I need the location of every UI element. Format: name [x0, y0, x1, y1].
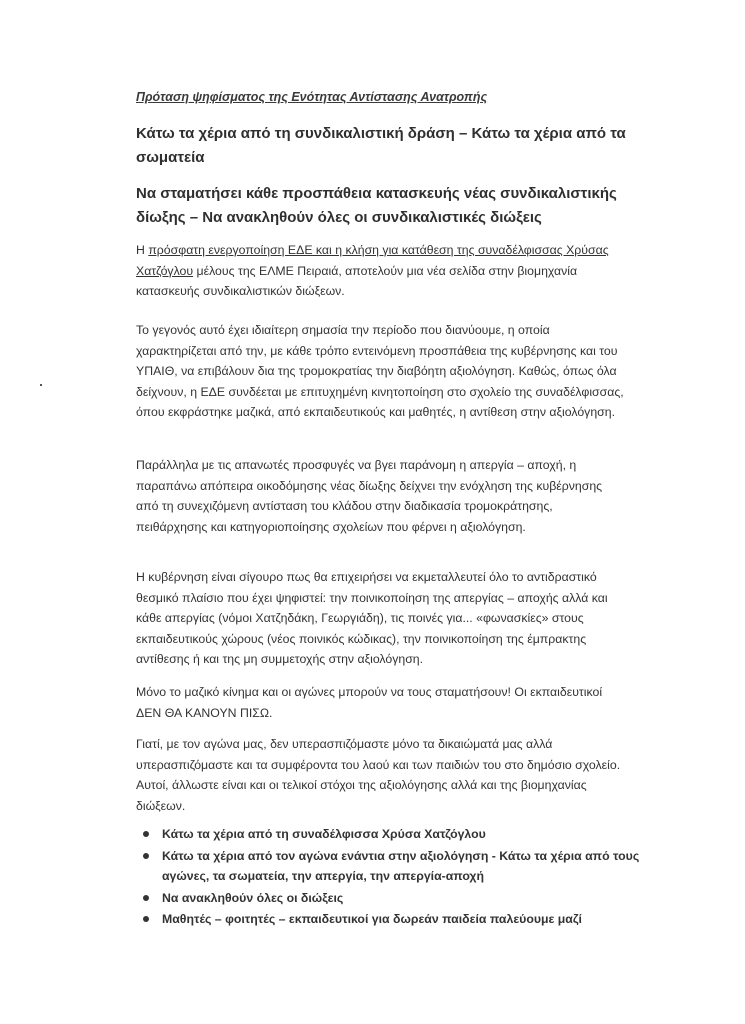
paragraph-1 — [136, 240, 626, 302]
heading-secondary: Να σταματήσει κάθε προσπάθεια κατασκευής νέας συνδικαλιστικής δίωξης – Να ανακληθούν όλες οι συνδικαλιστικές διώξεις — [136, 185, 617, 226]
list-item-text: Μαθητές – φοιτητές – εκπαιδευτικοί για δωρεάν παιδεία παλεύουμε μαζί — [162, 912, 582, 926]
paragraph-1-lead: Η — [136, 243, 149, 257]
demands-list — [136, 824, 646, 931]
list-item-text: Κάτω τα χέρια από τη συναδέλφισσα Χρύσα Χατζόγλου — [162, 827, 486, 841]
paragraph-6: Γιατί, με τον αγώνα μας, δεν υπερασπιζόμαστε μόνο τα δικαιώματά μας αλλά υπερασπιζόμαστε και τα συμφέροντα του λαού και των παιδιών του στο δημόσιο σχολείο. Αυτοί, άλλωστε είναι και οι τελικοί στόχοι της αξιολόγησης αλλά και της βιομηχανίας διώξεων. — [136, 737, 621, 813]
paragraph-4: Η κυβέρνηση είναι σίγουρο πως θα επιχειρήσει να εκμεταλλευτεί όλο το αντιδραστικό θεσμικό πλαίσιο που έχει ψηφιστεί: την ποινικοποίηση της απεργίας – αποχής αλλά και κάθε απεργίας (νόμοι Χατζηδάκη, Γεωργιάδη), τις ποινές για... «φωνασκίες» στους εκπαιδευτικούς χώρους (νέος ποινικός κώδικας), την ποινικοποίηση της έμπρακτης αντίθεσης ή και της μη συμμετοχής στην αξιολόγηση. — [136, 570, 608, 666]
list-item — [136, 824, 646, 845]
document-kicker: Πρόταση ψηφίσματος της Ενότητας Αντίστασης Ανατροπής — [136, 90, 488, 104]
paragraph-3: Παράλληλα με τις απανωτές προσφυγές να βγει παράνομη η απεργία – αποχή, η παραπάνω απόπειρα οικοδόμησης νέας δίωξης δείχνει την ενόχληση της κυβέρνησης από τη συνεχιζόμενη αντίσταση του κλάδου στην διαδικασία τρομοκράτησης, πειθάρχησης και κατηγοριοποίησης σχολείων που φέρνει η αξιολόγηση. — [136, 458, 603, 534]
paragraph-1-rest: μέλους της ΕΛΜΕ Πειραιά, αποτελούν μια νέα σελίδα στην βιομηχανία κατασκευής συνδικαλιστικών διώξεων. — [136, 263, 578, 298]
heading-primary: Κάτω τα χέρια από τη συνδικαλιστική δράση – Κάτω τα χέρια από τα σωματεία — [136, 125, 626, 166]
paragraph-1-underlined: πρόσφατη ενεργοποίηση ΕΔΕ και η κλήση για κατάθεση της συναδέλφισσας Χρύσας Χατζόγλου — [136, 243, 609, 278]
bullet-icon — [143, 895, 149, 901]
scan-speck — [40, 384, 42, 386]
list-item — [136, 846, 646, 887]
list-item — [136, 909, 646, 930]
bullet-icon — [143, 853, 149, 859]
list-item — [136, 888, 646, 909]
list-item-text: Κάτω τα χέρια από τον αγώνα ενάντια στην αξιολόγηση - Κάτω τα χέρια από τους αγώνες, τα σωματεία, την απεργία, την απεργία-αποχή — [162, 848, 640, 883]
paragraph-5: Μόνο το μαζικό κίνημα και οι αγώνες μπορούν να τους σταματήσουν! Οι εκπαιδευτικοί ΔΕΝ ΘΑ ΚΑΝΟΥΝ ΠΙΣΩ. — [136, 685, 603, 720]
bullet-icon — [143, 916, 149, 922]
paragraph-2: Το γεγονός αυτό έχει ιδιαίτερη σημασία την περίοδο που διανύουμε, η οποία χαρακτηρίζεται από την, με κάθε τρόπο εντεινόμενη προσπάθεια της κυβέρνησης και του ΥΠΑΙΘ, να επιβάλουν δια της τρομοκρατίας την διαβόητη αξιολόγηση. Καθώς, όπως όλα δείχνουν, η ΕΔΕ συνδέεται με επιτυχημένη κινητοποίηση στο σχολείο της συναδέλφισσας, όπου εκφράστηκε μαζικά, από εκπαιδευτικούς και μαθητές, η αντίθεση στην αξιολόγηση. — [136, 323, 624, 419]
bullet-icon — [143, 831, 149, 837]
list-item-text: Να ανακληθούν όλες οι διώξεις — [162, 890, 344, 905]
